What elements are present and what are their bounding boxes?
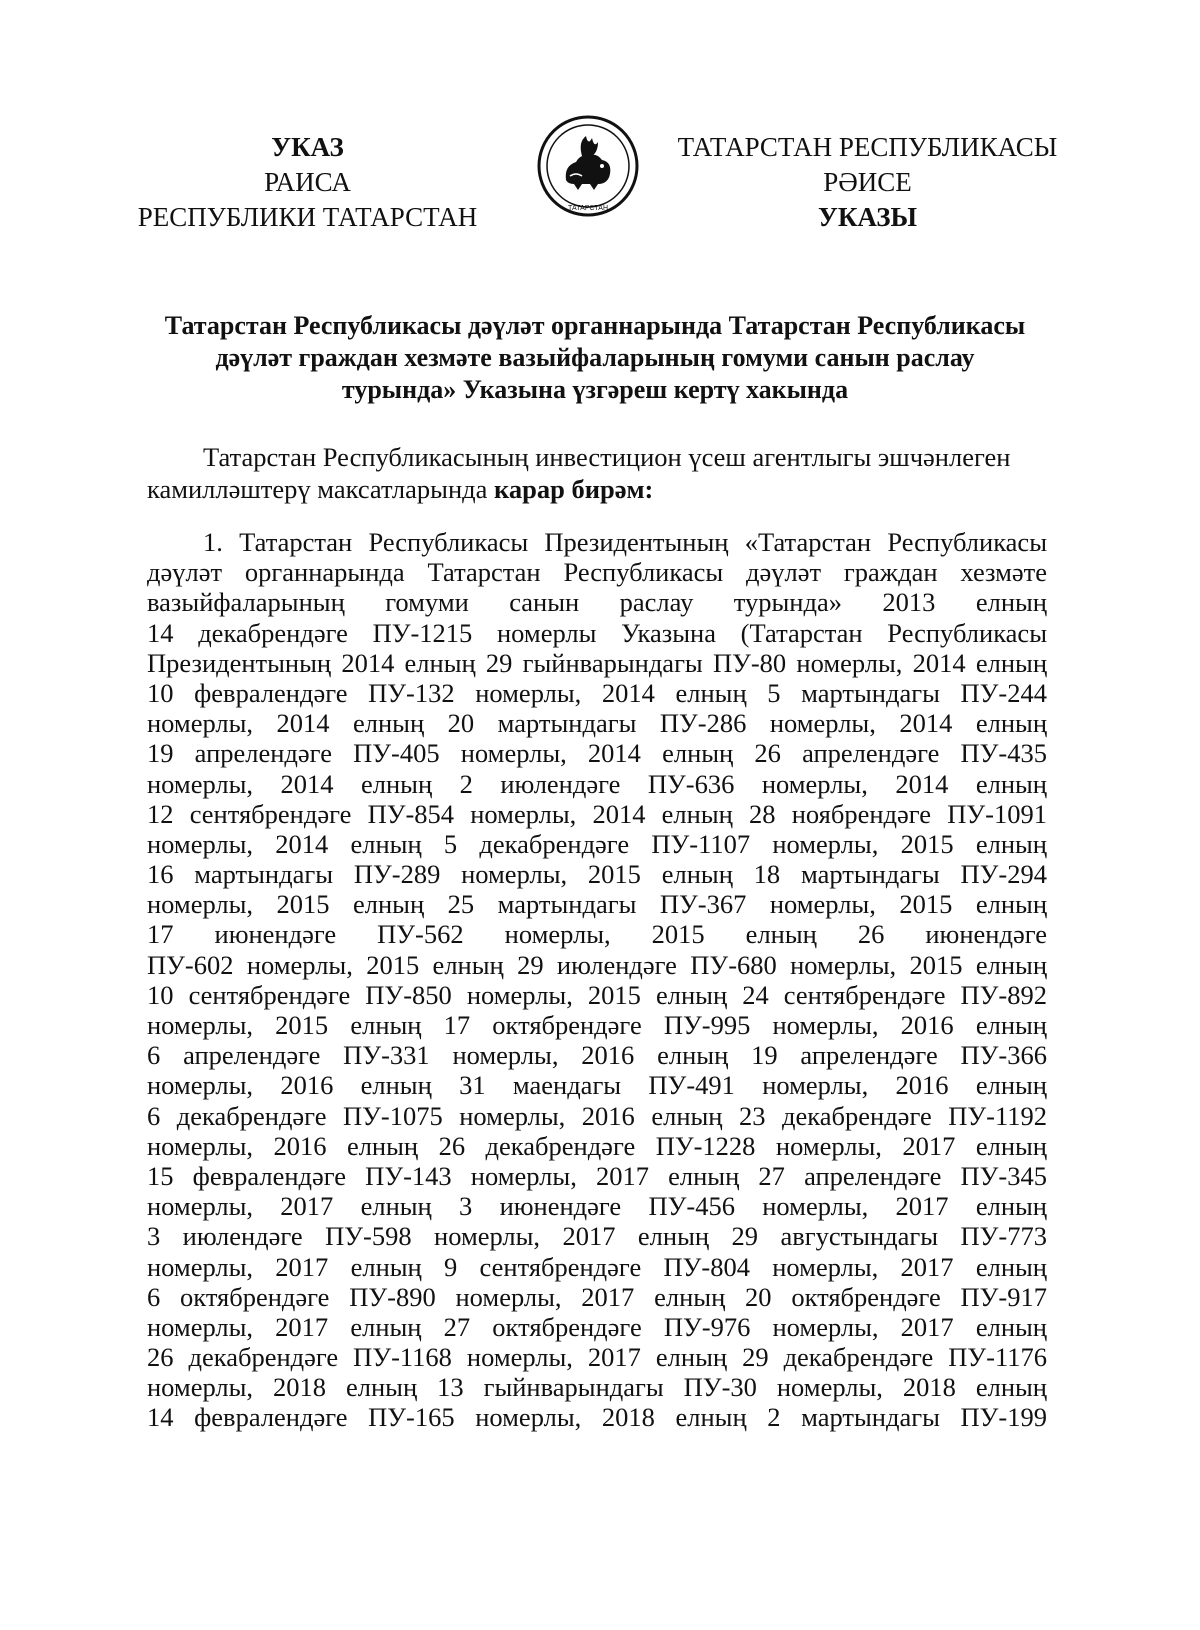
paragraph-1-line: номерлы, 2014 елның 2 июлендәге ПУ-636 номерлы, 2014 елның [147, 768, 1047, 799]
paragraph-1-line: 19 апрелендәге ПУ-405 номерлы, 2014 елның 26 апрелендәге ПУ-435 [147, 738, 1047, 769]
title-line-3: турында» Указына үзгәреш кертү хакында [341, 375, 849, 404]
title-line-1: Татарстан Республикасы дәүләт органнарында Татарстан Республикасы [164, 311, 1026, 340]
header-ukaz-ru: УКАЗ [271, 132, 344, 162]
header-raise-tt: РӘИСЕ [823, 167, 912, 197]
paragraph-1-line: номерлы, 2015 елның 17 октябрендәге ПУ-995 номерлы, 2016 елның [147, 1010, 1047, 1040]
paragraph-1-line: 10 сентябрендәге ПУ-850 номерлы, 2015 елның 24 сентябрендәге ПУ-892 [147, 979, 1047, 1010]
paragraph-1-line: 3 июлендәге ПУ-598 номерлы, 2017 елның 29 августындагы ПУ-773 [147, 1221, 1047, 1252]
paragraph-1-line: 10 февралендәге ПУ-132 номерлы, 2014 елның 5 мартындагы ПУ-244 [147, 677, 1047, 708]
paragraph-1-line: 16 мартындагы ПУ-289 номерлы, 2015 елның 18 мартындагы ПУ-294 [147, 859, 1047, 890]
paragraph-1-line: номерлы, 2017 елның 3 июнендәге ПУ-456 номерлы, 2017 елның [147, 1191, 1047, 1222]
paragraph-1-line: номерлы, 2016 елның 26 декабрендәге ПУ-1228 номерлы, 2017 елның [147, 1130, 1047, 1161]
intro-paragraph [147, 441, 1047, 505]
paragraph-1 [147, 527, 1047, 1433]
header-republic-ru: РЕСПУБЛИКИ ТАТАРСТАН [137, 202, 478, 232]
header-raisa-ru: РАИСА [264, 167, 351, 197]
title-line-2: дәүләт граждан хезмәте вазыйфаларының гомуми санын раслау [215, 343, 975, 372]
paragraph-1-line: ПУ-602 номерлы, 2015 елның 29 июлендәге ПУ-680 номерлы, 2015 елның [147, 949, 1047, 980]
paragraph-1-line: 15 февралендәге ПУ-143 номерлы, 2017 елның 27 апрелендәге ПУ-345 [147, 1160, 1047, 1191]
paragraph-1-line: 6 декабрендәге ПУ-1075 номерлы, 2016 елның 23 декабрендәге ПУ-1192 [147, 1100, 1047, 1131]
document-title [100, 310, 1090, 406]
paragraph-1-line: 14 февралендәге ПУ-165 номерлы, 2018 елның 2 мартындагы ПУ-199 [147, 1402, 1047, 1433]
emblem-caption: ТАТАРСТАН [567, 205, 609, 212]
paragraph-1-line: номерлы, 2017 елның 9 сентябрендәге ПУ-804 номерлы, 2017 елның [147, 1251, 1047, 1282]
intro-line-1: Татарстан Республикасының инвестицион үсеш агентлыгы эшчәнлеген [203, 442, 1011, 472]
paragraph-1-line: 1. Татарстан Республикасы Президентының «Татарстан Республикасы [203, 527, 1047, 557]
paragraph-1-line: 6 апрелендәге ПУ-331 номерлы, 2016 елның 19 апрелендәге ПУ-366 [147, 1040, 1047, 1071]
header-tatar [660, 130, 1075, 235]
paragraph-1-line: 26 декабрендәге ПУ-1168 номерлы, 2017 елның 29 декабрендәге ПУ-1176 [147, 1342, 1047, 1373]
paragraph-1-line: вазыйфаларының гомуми санын раслау турында» 2013 елның [147, 587, 1047, 618]
intro-line-2 [147, 473, 1047, 505]
paragraph-1-line: 14 декабрендәге ПУ-1215 номерлы Указына (Татарстан Республикасы [147, 617, 1047, 648]
paragraph-1-line: 12 сентябрендәге ПУ-854 номерлы, 2014 елның 28 ноябрендәге ПУ-1091 [147, 798, 1047, 829]
header-republic-tt: ТАТАРСТАН РЕСПУБЛИКАСЫ [677, 132, 1058, 162]
paragraph-1-line: номерлы, 2015 елның 25 мартындагы ПУ-367 номерлы, 2015 елның [147, 889, 1047, 920]
intro-line-2-text: камилләштерү максатларында [147, 474, 495, 504]
paragraph-1-line: 17 июнендәге ПУ-562 номерлы, 2015 елның 26 июнендәге [147, 919, 1047, 950]
header-ukazy-tt: УКАЗЫ [818, 202, 917, 232]
paragraph-1-line: 6 октябрендәге ПУ-890 номерлы, 2017 елның 20 октябрендәге ПУ-917 [147, 1281, 1047, 1312]
paragraph-1-line: номерлы, 2016 елның 31 маендагы ПУ-491 номерлы, 2016 елның [147, 1070, 1047, 1101]
paragraph-1-line: Президентының 2014 елның 29 гыйнварындагы ПУ-80 номерлы, 2014 елның [147, 647, 1047, 678]
paragraph-1-line: номерлы, 2014 елның 20 мартындагы ПУ-286 номерлы, 2014 елның [147, 708, 1047, 739]
paragraph-1-line: номерлы, 2017 елның 27 октябрендәге ПУ-976 номерлы, 2017 елның [147, 1311, 1047, 1342]
paragraph-1-line: номерлы, 2014 елның 5 декабрендәге ПУ-1107 номерлы, 2015 елның [147, 828, 1047, 859]
tatarstan-emblem-icon [536, 114, 640, 218]
header-russian [100, 130, 515, 235]
paragraph-1-line: дәүләт органнарында Татарстан Республикасы дәүләт граждан хезмәте [147, 557, 1047, 588]
intro-decision-phrase: карар бирәм: [494, 474, 654, 504]
paragraph-1-line: номерлы, 2018 елның 13 гыйнварындагы ПУ-30 номерлы, 2018 елның [147, 1372, 1047, 1403]
